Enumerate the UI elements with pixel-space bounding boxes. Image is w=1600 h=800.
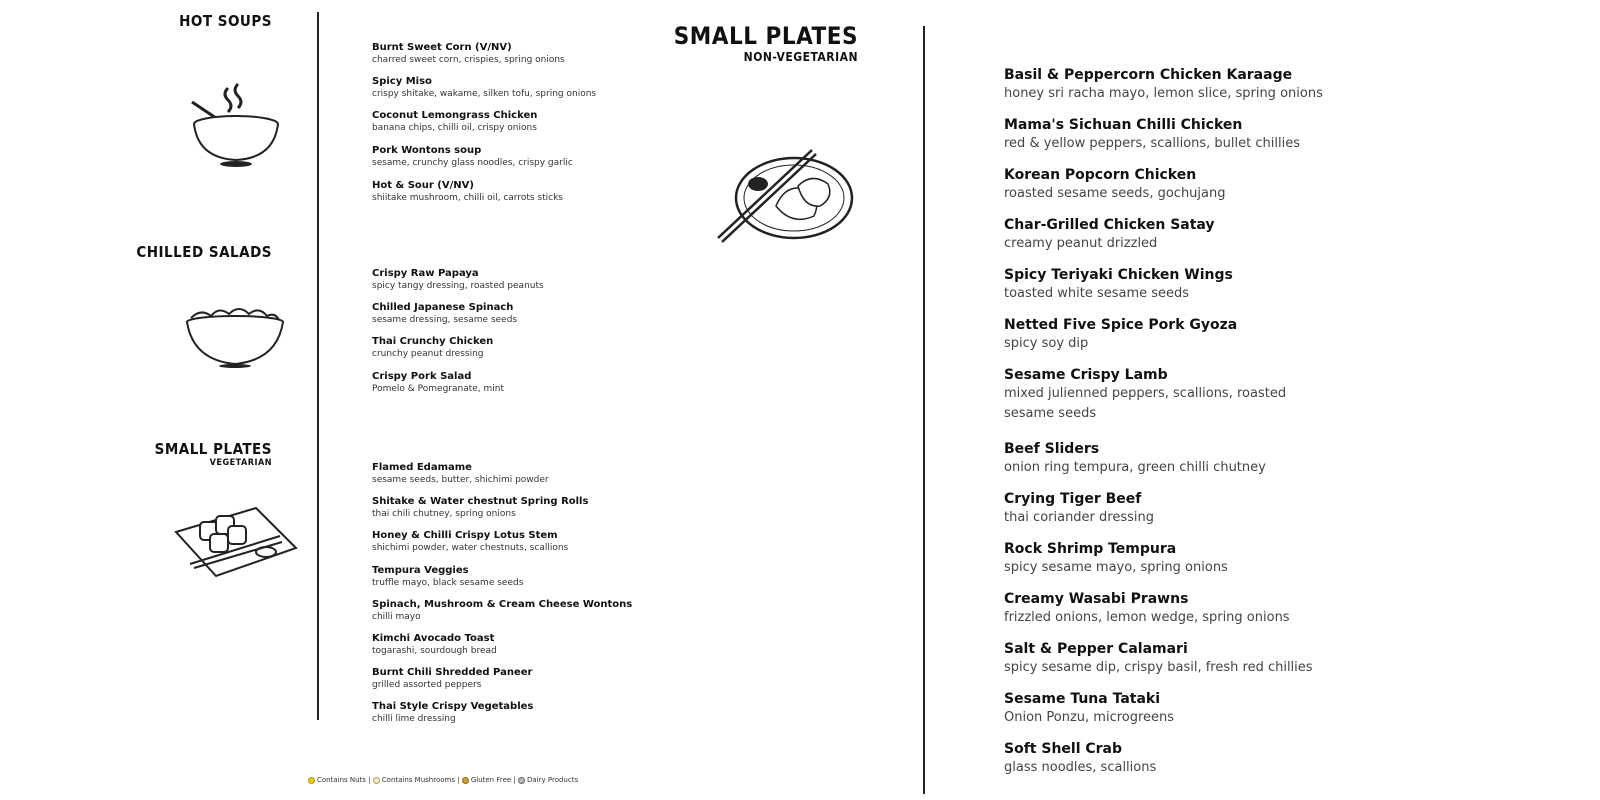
item-name: Creamy Wasabi Prawns [1004, 591, 1189, 607]
hot-soups-title: HOT SOUPS [179, 12, 272, 30]
item-description: truffle mayo, black sesame seeds [372, 578, 524, 588]
mushroom-legend-icon [373, 777, 380, 784]
item-description: togarashi, sourdough bread [372, 646, 497, 656]
item-description: sesame seeds, butter, shichimi powder [372, 475, 549, 485]
salad-bowl-icon [183, 300, 287, 370]
legend-gluten: Gluten Free [470, 776, 512, 784]
item-description: spicy soy dip [1004, 336, 1089, 351]
item-description: shichimi powder, water chestnuts, scallions [372, 543, 569, 553]
item-description: frizzled onions, lemon wedge, spring onions [1004, 610, 1290, 625]
item-name: Tempura Veggies [372, 565, 469, 576]
item-name: Basil & Peppercorn Chicken Karaage [1004, 67, 1293, 83]
dumpling-plate-icon [716, 146, 858, 246]
item-name: Honey & Chilli Crispy Lotus Stem [372, 530, 558, 541]
item-description: honey sri racha mayo, lemon slice, spring onions [1004, 86, 1323, 101]
item-description: crunchy peanut dressing [372, 349, 484, 359]
item-name: Spicy Miso [372, 76, 432, 87]
item-description: thai coriander dressing [1004, 510, 1154, 525]
soup-bowl-icon [188, 80, 284, 170]
item-name: Thai Crunchy Chicken [372, 336, 494, 347]
item-name: Mama's Sichuan Chilli Chicken [1004, 117, 1243, 133]
dietary-legend: Contains Nuts | Contains Mushrooms | Gluten Free | Dairy Products [308, 776, 578, 784]
item-description: spicy sesame dip, crispy basil, fresh red chillies [1004, 660, 1313, 675]
left-column-divider [317, 12, 319, 720]
small-plates-veg-title [155, 440, 272, 468]
item-description: Pomelo & Pomegranate, mint [372, 384, 505, 394]
item-description: chilli lime dressing [372, 714, 456, 724]
item-name: Spinach, Mushroom & Cream Cheese Wontons [372, 599, 633, 610]
nuts-legend-icon [308, 777, 315, 784]
legend-dairy: Dairy Products [527, 776, 579, 784]
item-name: Char-Grilled Chicken Satay [1004, 217, 1215, 233]
item-description: sesame, crunchy glass noodles, crispy garlic [372, 158, 573, 168]
item-name: Kimchi Avocado Toast [372, 633, 495, 644]
item-description: crispy shitake, wakame, silken tofu, spring onions [372, 89, 597, 99]
item-description: roasted sesame seeds, gochujang [1004, 186, 1226, 201]
item-name: Chilled Japanese Spinach [372, 302, 514, 313]
item-name: Hot & Sour (V/NV) [372, 180, 474, 191]
item-name: Netted Five Spice Pork Gyoza [1004, 317, 1238, 333]
item-name: Salt & Pepper Calamari [1004, 641, 1188, 657]
item-description: Onion Ponzu, microgreens [1004, 710, 1175, 725]
item-description-line2: sesame seeds [1004, 406, 1097, 421]
item-name: Burnt Sweet Corn (V/NV) [372, 42, 512, 53]
item-description: mixed julienned peppers, scallions, roasted [1004, 386, 1287, 401]
item-name: Thai Style Crispy Vegetables [372, 701, 534, 712]
item-name: Flamed Edamame [372, 462, 472, 473]
small-plates-nonveg-heading: SMALL PLATES [673, 22, 858, 50]
legend-mushrooms: Contains Mushrooms [381, 776, 455, 784]
item-description: spicy tangy dressing, roasted peanuts [372, 281, 544, 291]
item-description: grilled assorted peppers [372, 680, 482, 690]
item-description: thai chili chutney, spring onions [372, 509, 516, 519]
item-description: spicy sesame mayo, spring onions [1004, 560, 1228, 575]
item-name: Spicy Teriyaki Chicken Wings [1004, 267, 1233, 283]
item-description: charred sweet corn, crispies, spring onions [372, 55, 565, 65]
item-description: banana chips, chilli oil, crispy onions [372, 123, 537, 133]
item-name: Sesame Crispy Lamb [1004, 367, 1168, 383]
item-name: Rock Shrimp Tempura [1004, 541, 1177, 557]
small-plates-veg-subtitle: VEGETARIAN [209, 458, 272, 468]
item-name: Beef Sliders [1004, 441, 1100, 457]
item-description: red & yellow peppers, scallions, bullet chillies [1004, 136, 1300, 151]
item-description: glass noodles, scallions [1004, 760, 1157, 775]
item-description: onion ring tempura, green chilli chutney [1004, 460, 1266, 475]
item-name: Pork Wontons soup [372, 145, 482, 156]
item-description: sesame dressing, sesame seeds [372, 315, 518, 325]
item-name: Crying Tiger Beef [1004, 491, 1142, 507]
dairy-legend-icon [518, 777, 525, 784]
chilled-salads-title: CHILLED SALADS [136, 243, 272, 261]
small-plates-veg-heading: SMALL PLATES [154, 440, 272, 458]
item-name: Korean Popcorn Chicken [1004, 167, 1197, 183]
item-description: toasted white sesame seeds [1004, 286, 1190, 301]
item-description: chilli mayo [372, 612, 421, 622]
item-description: creamy peanut drizzled [1004, 236, 1158, 251]
right-column-divider [923, 26, 925, 794]
item-name: Soft Shell Crab [1004, 741, 1123, 757]
gluten-free-legend-icon [462, 777, 469, 784]
small-plates-nonveg-subtitle: NON-VEGETARIAN [743, 50, 858, 64]
item-name: Shitake & Water chestnut Spring Rolls [372, 496, 589, 507]
item-name: Burnt Chili Shredded Paneer [372, 667, 533, 678]
item-name: Crispy Pork Salad [372, 371, 472, 382]
sushi-platter-icon [170, 502, 300, 582]
item-description: shiitake mushroom, chilli oil, carrots sticks [372, 193, 563, 203]
legend-nuts: Contains Nuts [317, 776, 366, 784]
item-name: Sesame Tuna Tataki [1004, 691, 1161, 707]
item-name: Crispy Raw Papaya [372, 268, 479, 279]
item-name: Coconut Lemongrass Chicken [372, 110, 538, 121]
small-plates-nonveg-title [674, 22, 858, 64]
